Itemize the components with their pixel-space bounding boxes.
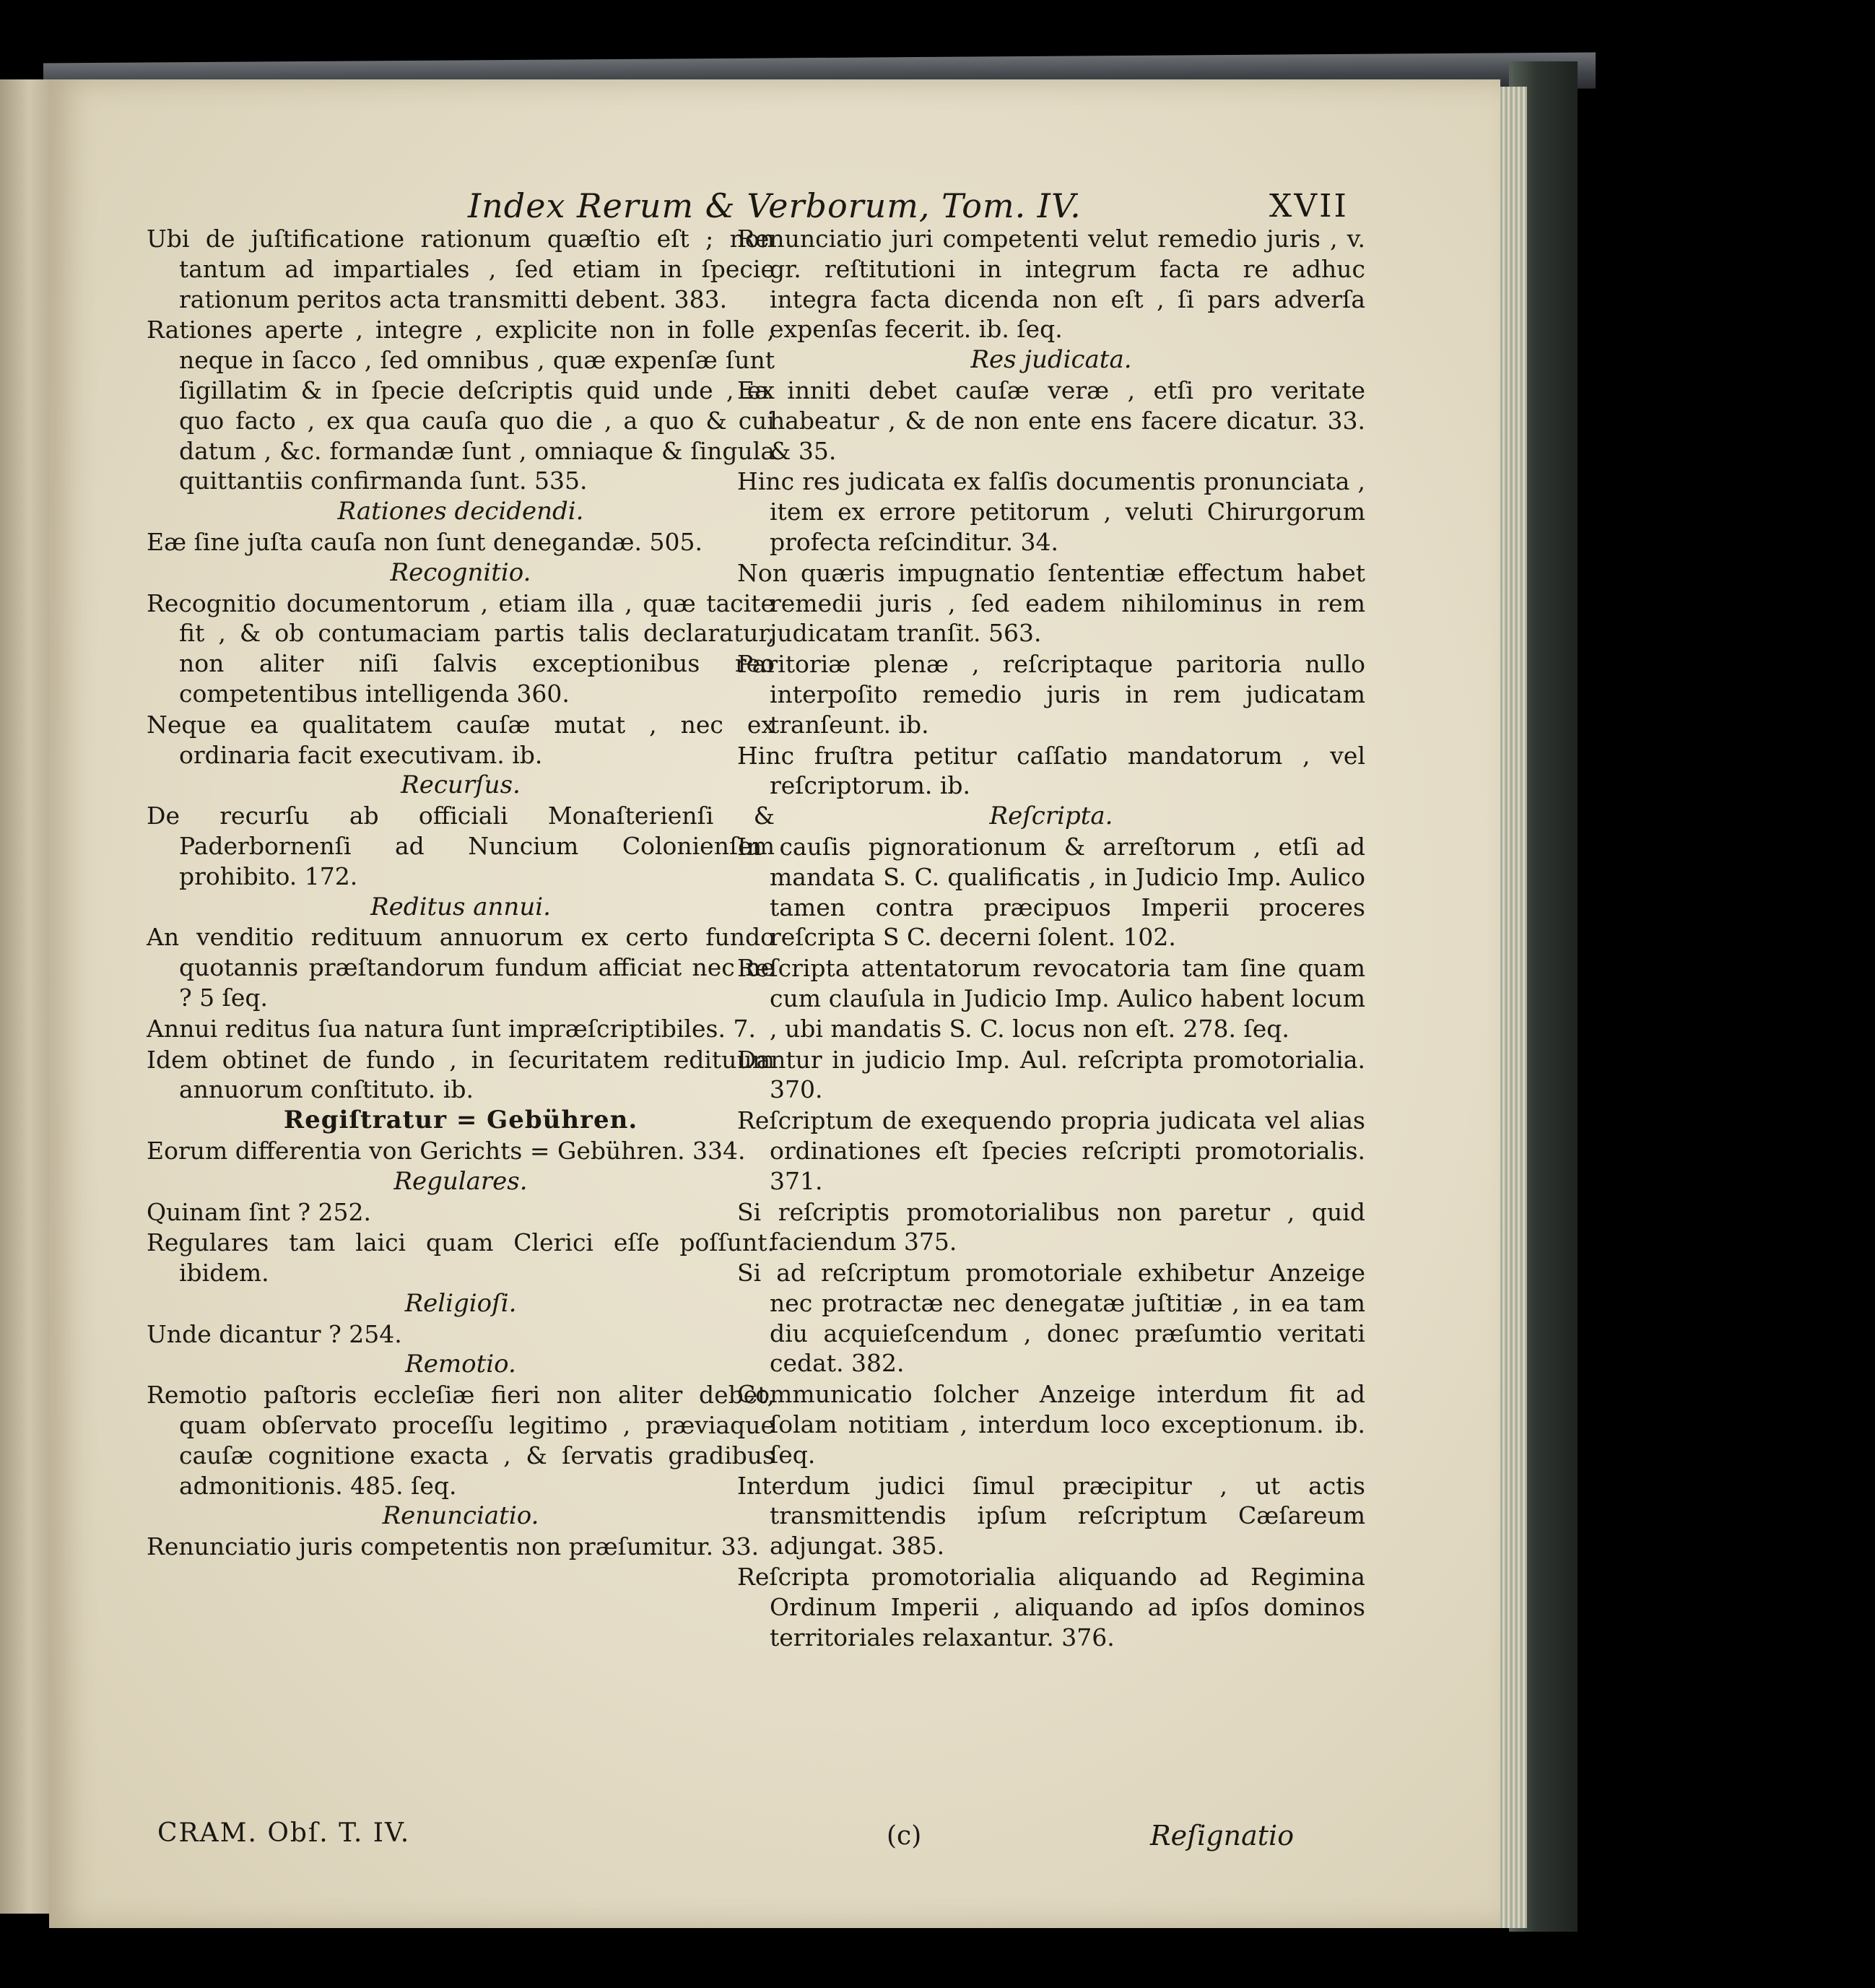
index-heading: Rationes decidendi. [337,497,584,526]
index-entry: Renunciatio juris competentis non præſumitur. 33. [147,1532,760,1561]
index-entry: Ea inniti debet cauſæ veræ , etſi pro veritate habeatur , & de non ente ens facere dicatur. 33. & 35. [737,376,1365,465]
index-heading: Recurſus. [401,771,521,800]
book-page [49,79,1500,1928]
index-heading: Religioſi. [404,1288,517,1318]
index-column-right [737,224,1365,1653]
index-entry: An venditio redituum annuorum ex certo fundo quotannis præſtandorum fundum afficiat nec ne ? 5 ſeq. [147,923,775,1012]
index-entry: Regulares tam laici quam Clerici eſſe poſſunt. ibidem. [147,1228,775,1288]
index-heading: Regulares. [393,1166,528,1196]
index-heading: Recognitio. [390,557,531,587]
index-entry: Eorum differentia von Gerichts = Gebühren. 334. [147,1136,746,1165]
index-entry: Interdum judici ſimul præcipitur , ut actis transmittendis ipſum reſcriptum Cæſareum adjungat. 385. [737,1471,1365,1561]
index-entry: Annui reditus ſua natura ſunt impræſcriptibiles. 7. [147,1014,756,1043]
index-entry: Paritoriæ plenæ , reſcriptaque paritoria nullo interpoſito remedio juris in rem judicatam tranſeunt. ib. [737,650,1365,739]
index-heading: Reſcripta. [989,802,1113,831]
signature-line: CRAM. Obſ. T. IV. [157,1818,411,1848]
index-entry: Dantur in judicio Imp. Aul. reſcripta promotorialia. 370. [737,1045,1365,1104]
index-entry: Eæ ſine juſta cauſa non ſunt denegandæ. 505. [147,527,702,556]
index-entry: Neque ea qualitatem cauſæ mutat , nec ex ordinaria facit executivam. ib. [147,710,775,769]
index-entry: Ubi de juſtificatione rationum quæſtio eſt ; non tantum ad impartiales , ſed etiam in ſpecie rationum peritos acta transmitti debent. 383. [147,225,775,313]
index-entry: Communicatio ſolcher Anzeige interdum fit ad ſolam notitiam , interdum loco exceptionum. ib. ſeq. [737,1380,1365,1469]
index-entry: Si ad reſcriptum promotoriale exhibetur Anzeige nec protractæ nec denegatæ juſtitiæ , in ea tam diu acquieſcendum , donec præſumtio veritati cedat. 382. [737,1259,1365,1378]
index-heading: Renunciatio. [382,1501,539,1531]
index-heading: Reditus annui. [370,892,551,921]
index-entry: Hinc fruſtra petitur caſſatio mandatorum , vel reſcriptorum. ib. [737,741,1365,800]
index-heading: Regiſtratur = Gebühren. [283,1106,638,1135]
index-entry: Reſcripta promotorialia aliquando ad Regimina Ordinum Imperii , aliquando ad ipſos dominos territoriales relaxantur. 376. [737,1563,1365,1651]
index-entry: Reſcripta attentatorum revocatoria tam ſine quam cum clauſula in Judicio Imp. Aulico habent locum , ubi mandatis S. C. locus non eſt. 278. ſeq. [737,954,1365,1043]
index-column-left [147,224,775,1563]
index-entry: Renunciatio juri competenti velut remedio juris , v. gr. reſtitutioni in integrum facta re adhuc integra facta dicenda non eſt , ſi pars adverſa expenſas fecerit. ib. ſeq. [737,225,1365,344]
index-entry: De recurſu ab officiali Monaſterienſi & Paderbornenſi ad Nuncium Colonienſem prohibito. 172. [147,802,775,890]
running-title: Index Rerum & Verborum, Tom. IV. [468,186,1082,225]
index-heading: Remotio. [405,1350,516,1379]
index-entry: Quinam ſint ? 252. [147,1197,372,1226]
index-entry: Si reſcriptis promotorialibus non paretur , quid faciendum 375. [737,1197,1365,1256]
index-entry: Hinc res judicata ex falſis documentis pronunciata , item ex errore petitorum , veluti Chirurgorum profecta reſcinditur. 34. [737,467,1365,556]
index-entry: Idem obtinet de fundo , in ſecuritatem redituum annuorum conſtituto. ib. [147,1045,775,1104]
index-entry: Reſcriptum de exequendo propria judicata vel alias ordinationes eſt ſpecies reſcripti promotorialis. 371. [737,1106,1365,1195]
index-entry: Non quæris impugnatio ſententiæ effectum habet remedii juris , ſed eadem nihilominus in rem judicatam tranſit. 563. [737,558,1365,648]
facing-page-edge [0,79,49,1914]
index-entry: In cauſis pignorationum & arreſtorum , etſi ad mandata S. C. qualificatis , in Judicio Imp. Aulico tamen contra præcipuos Imperii proceres reſcripta S C. decerni ſolent. 102. [737,832,1365,952]
index-entry: Remotio paſtoris eccleſiæ fieri non aliter debet, quam obſervato proceſſu legitimo , præviaque cauſæ cognitione exacta , & ſervatis gradibus admonitionis. 485. ſeq. [147,1381,775,1500]
index-heading: Res judicata. [970,345,1132,375]
index-entry: Recognitio documentorum , etiam illa , quæ tacite fit , & ob contumaciam partis talis declaratur, non aliter niſi ſalvis exceptionibus reo competentibus intelligenda 360. [147,589,775,708]
page-number: XVII [1269,188,1349,225]
index-entry: Rationes aperte , integre , explicite non in folle , neque in ſacco , ſed omnibus , quæ expenſæ ſunt ſigillatim & in ſpecie deſcriptis quid unde , ex quo facto , ex qua cauſa quo die , a quo & cui datum , &c. formandæ ſunt , omniaque & ſingula quittantiis confirmanda ſunt. 535. [147,316,775,495]
index-entry: Unde dicantur ? 254. [147,1319,402,1348]
signature-mark: (c) [887,1821,922,1851]
catchword: Reſignatio [1150,1820,1295,1852]
